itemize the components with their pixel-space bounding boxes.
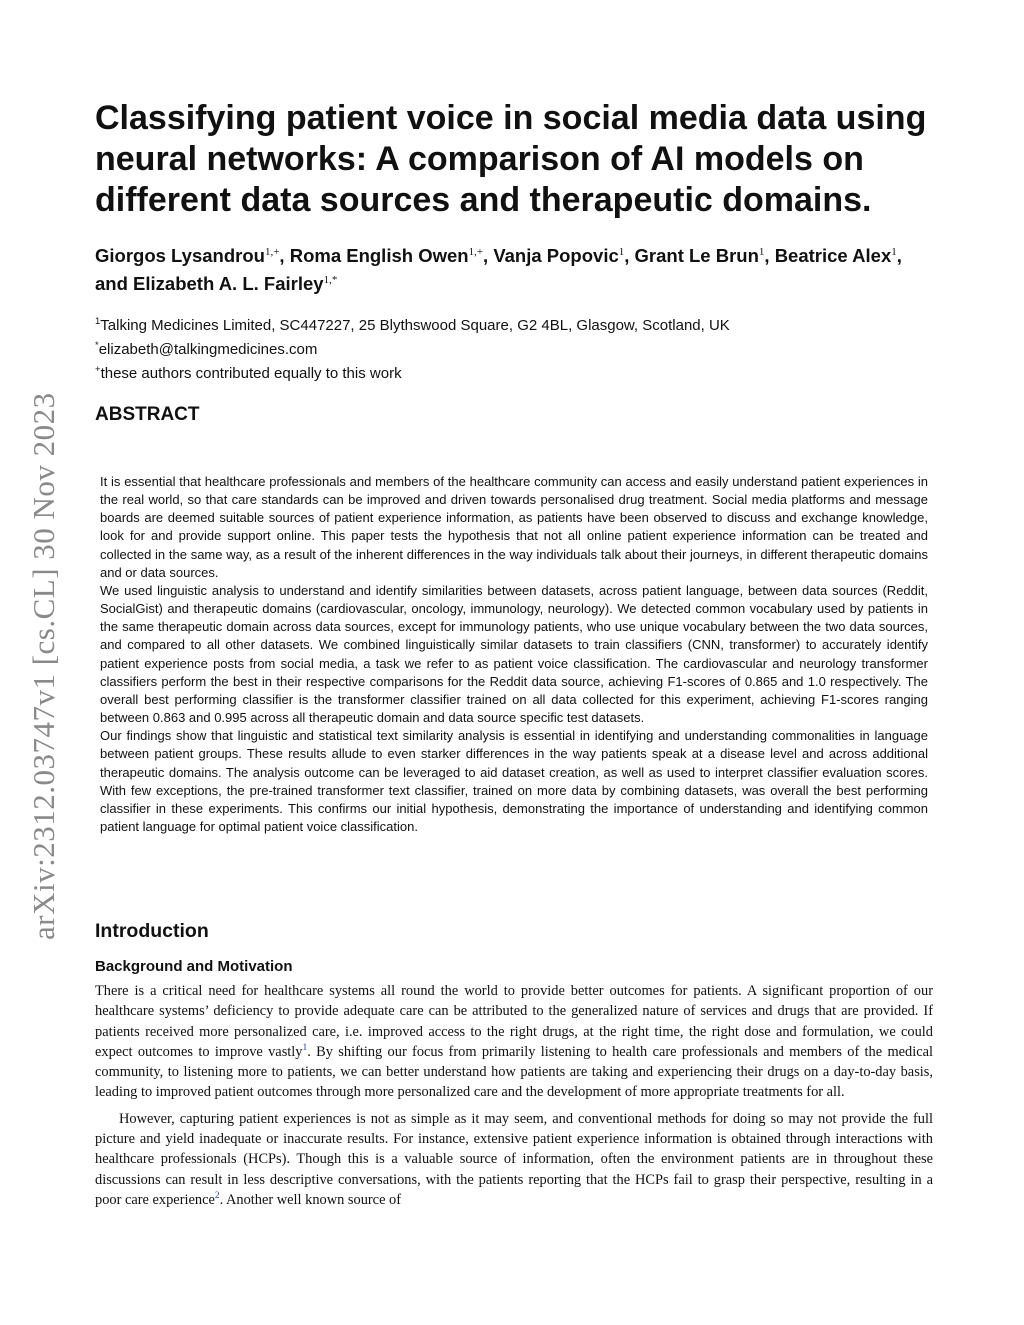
introduction-body [95,981,933,1210]
author-name: Roma English Owen [289,245,469,267]
author-separator: , [483,245,494,267]
body-text-span: . Another well known source of [219,1191,402,1208]
section-heading-introduction: Introduction [95,920,209,942]
body-paragraph [95,981,933,1103]
author-separator: , [624,245,635,267]
affiliation-mark: + [95,364,101,375]
author-name: Grant Le Brun [634,245,759,267]
affiliation-line [95,312,933,336]
author-name: Giorgos Lysandrou [95,245,265,267]
author-affiliation-marks: 1 [758,246,765,258]
paper-title: Classifying patient voice in social media data using neural networks: A comparison of AI models on different data sources and therapeutic domains. [95,99,927,219]
citation-link[interactable]: 2 [214,1191,220,1202]
body-text-span: . By shifting our focus from primarily listening to health care professionals and members of the medical community, to listening more to patients, we can better understand how patients are taking and experiencing their drugs on a day-to-day basis, leading to improved patient outcomes through more personalized care and the development of more appropriate treatments for all. [95,1043,933,1101]
affiliation-text: these authors contributed equally to this work [100,365,402,382]
abstract-paragraph: We used linguistic analysis to understand and identify similarities between datasets, across patient language, between data sources (Reddit, SocialGist) and therapeutic domains (cardiovascular, oncology, immunology, neurology). We detected common vocabulary used by patients in the same therapeutic domain across data sources, except for immunology patients, who use unique vocabulary between the two data sources, and compared to all other datasets. We combined linguistically similar datasets to train classifiers (CNN, transformer) to accurately identify patient experience posts from social media, a task we refer to as patient voice classification. The cardiovascular and neurology transformer classifiers perform the best in their respective comparisons for the Reddit data source, achieving F1-scores of 0.865 and 1.0 respectively. The overall best performing classifier is the transformer classifier trained on all data collected for this experiment, achieving F1-scores ranging between 0.863 and 0.995 across all therapeutic domain and data source specific test datasets. [100,582,928,726]
body-text-span: There is a critical need for healthcare systems all round the world to provide better outcomes for patients. A significant proportion of our healthcare systems’ deficiency to provide adequate care can be attributed to the generalized nature of services and drugs that are provided. If patients received more personalized care, i.e. improved access to the right drugs, at the right time, the right dose and formulation, we could expect outcomes to improve vastly [95,983,933,1060]
citation-link[interactable]: 1 [302,1043,308,1054]
affiliation-text: Talking Medicines Limited, SC447227, 25 Blythswood Square, G2 4BL, Glasgow, Scotland, UK [100,317,730,334]
author-list [95,240,933,296]
affiliation-line [95,336,933,360]
affiliation-mark: 1 [95,316,101,327]
affiliation-mark: * [95,340,99,351]
abstract-body [100,473,928,836]
subsection-heading-background: Background and Motivation [95,958,293,975]
author-separator: , [764,245,775,267]
author-affiliation-marks: 1,+ [468,246,484,258]
author-affiliation-marks: 1 [618,246,625,258]
author-separator: , and [95,245,902,295]
abstract-paragraph: Our findings show that linguistic and statistical text similarity analysis is essential in identifying and understanding commonalities in language between patient groups. These results allude to even starker differences in the way patients speak at a disease level and across additional therapeutic domains. The analysis outcome can be leveraged to aid dataset creation, as well as used to interpret classifier evaluation scores. With few exceptions, the pre-trained transformer text classifier, trained on more data by combining datasets, was overall the best performing classifier in these experiments. This confirms our initial hypothesis, demonstrating the importance of understanding and identifying common patient language for optimal patient voice classification. [100,728,928,834]
author-affiliation-marks: 1,+ [264,246,280,258]
author-name: Vanja Popovic [493,245,619,267]
affiliations [95,312,933,384]
abstract-heading: ABSTRACT [95,404,200,425]
author-name: Elizabeth A. L. Fairley [133,273,324,295]
author-affiliation-marks: 1,* [323,274,338,287]
abstract-paragraph: It is essential that healthcare professionals and members of the healthcare community can access and easily understand patient experiences in the real world, so that care standards can be improved and driven towards personalised drug treatment. Social media platforms and message boards are deemed suitable sources of patient experience information, as patients have been observed to discuss and exchange knowledge, look for and provide support online. This paper tests the hypothesis that not all online patient experience information can be treated and collected in the same way, as a result of the inherent differences in the way individuals talk about their journeys, in different therapeutic domains and or data sources. [100,474,928,580]
body-paragraph [95,1109,933,1210]
author-name: Beatrice Alex [774,245,892,267]
body-text-span: However, capturing patient experiences is not as simple as it may seem, and conventional methods for doing so may not provide the full picture and yield inadequate or inaccurate results. For instance, extensive patient experience information is obtained through interactions with healthcare professionals (HCPs). Though this is a valuable source of information, often the environment patients are in throughout these discussions can result in less descriptive conversations, with the patients reporting that the HCPs fail to grasp their perspective, resulting in a poor care experience [95,1110,933,1208]
author-affiliation-marks: 1 [891,246,897,258]
affiliation-line [95,360,933,384]
author-separator: , [279,245,290,267]
arxiv-identifier-stamp: arXiv:2312.03747v1 [cs.CL] 30 Nov 2023 [26,392,61,940]
corresponding-email[interactable]: elizabeth@talkingmedicines.com [98,341,318,358]
